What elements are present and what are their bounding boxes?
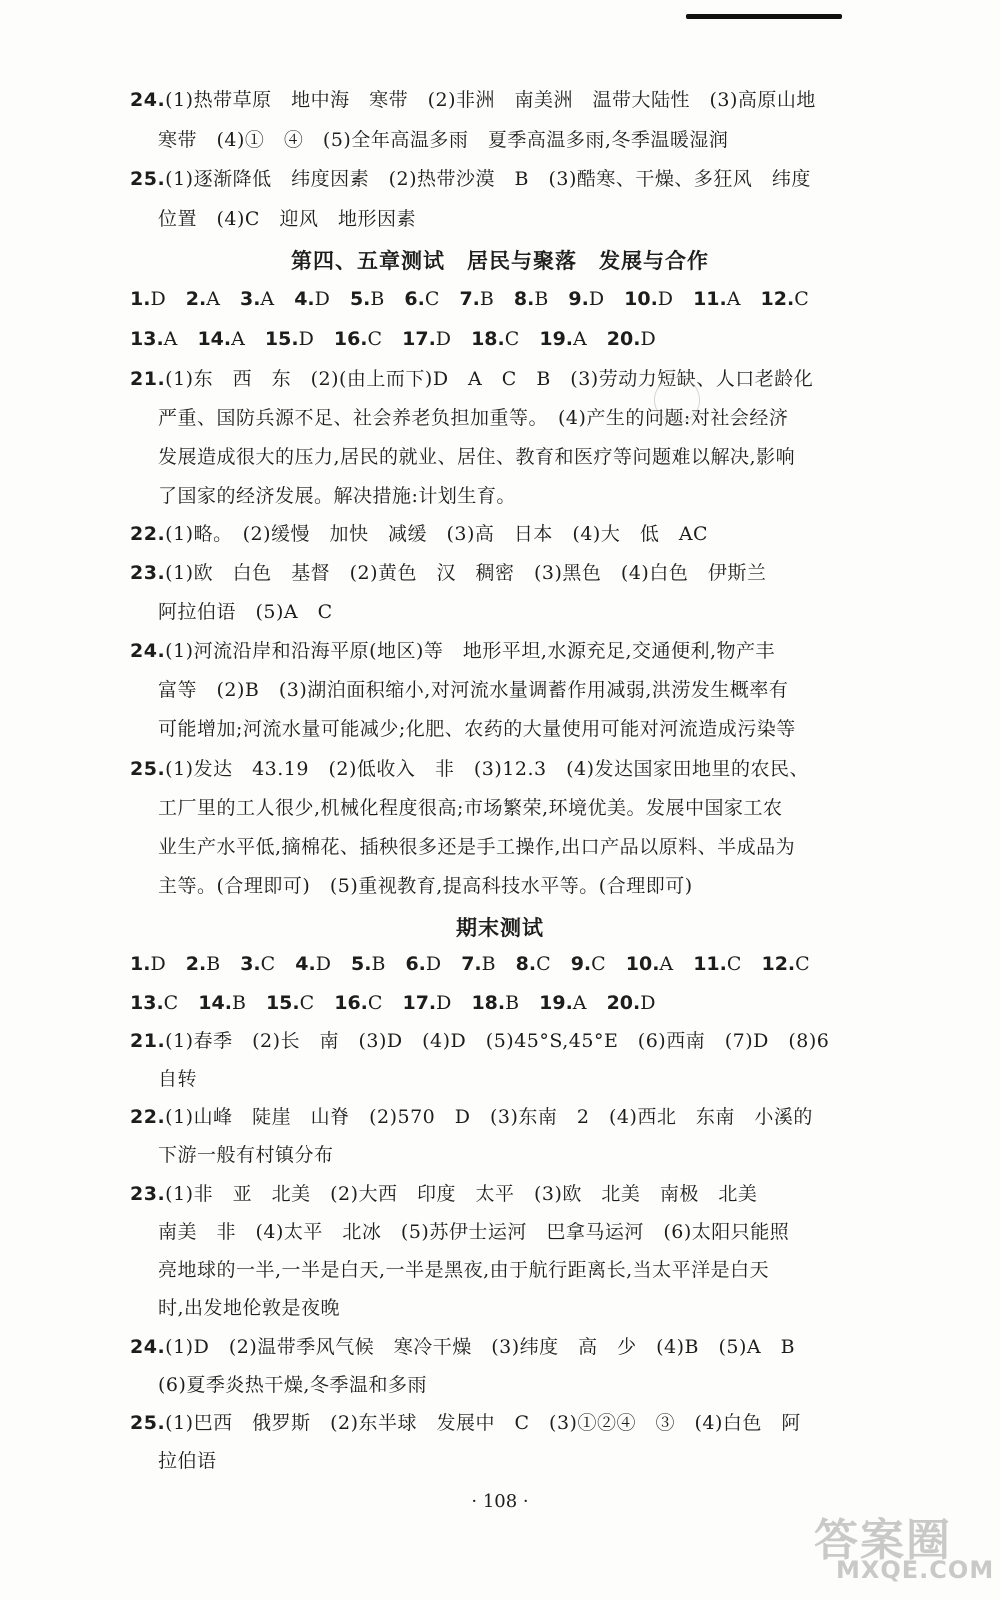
answer-line: 富等 (2)B (3)湖泊面积缩小,对河流水量调蓄作用减弱,洪涝发生概率有 <box>158 679 789 701</box>
mc-answer: 16.C <box>333 328 383 350</box>
mc-answer: 6.D <box>405 953 442 975</box>
mc-answer: 12.C <box>761 953 810 975</box>
mc-answer: 8.B <box>513 288 549 310</box>
mc-answer: 19.A <box>539 328 587 350</box>
answer-line: 25.(1)巴西 俄罗斯 (2)东半球 发展中 C (3)①②④ ③ (4)白色 阿 <box>130 1412 801 1434</box>
mc-answer: 3.C <box>240 953 276 975</box>
answer-line: 可能增加;河流水量可能减少;化肥、农药的大量使用可能对河流造成污染等 <box>158 718 796 740</box>
answer-line: 22.(1)山峰 陡崖 山脊 (2)570 D (3)东南 2 (4)西北 东南 小溪的 <box>130 1106 813 1128</box>
watermark-text: 答案圈 <box>814 1515 952 1566</box>
mc-answers-row <box>130 990 669 1016</box>
mc-answer: 17.D <box>402 992 452 1014</box>
answer-line: 拉伯语 <box>158 1450 217 1472</box>
mc-answer: 13.C <box>130 992 179 1014</box>
answer-line: 时,出发地伦敦是夜晚 <box>158 1297 341 1319</box>
mc-answers-row <box>130 286 823 312</box>
watermark-logo <box>808 1500 995 1590</box>
mc-answer: 8.C <box>515 953 551 975</box>
mc-answer: 1.D <box>130 288 166 310</box>
mc-answer: 20.D <box>606 328 656 350</box>
answer-line: 23.(1)欧 白色 基督 (2)黄色 汉 稠密 (3)黑色 (4)白色 伊斯兰 <box>130 562 767 584</box>
answer-line: 24.(1)热带草原 地中海 寒带 (2)非洲 南美洲 温带大陆性 (3)高原山地 <box>130 89 816 111</box>
mc-answer: 9.D <box>568 288 605 310</box>
answer-line: 21.(1)东 西 东 (2)(由上而下)D A C B (3)劳动力短缺、人口老龄化 <box>130 368 814 390</box>
mc-answer: 11.A <box>693 288 741 310</box>
mc-answer: 20.D <box>606 992 656 1014</box>
mc-answer: 11.C <box>693 953 742 975</box>
answer-line: 寒带 (4)① ④ (5)全年高温多雨 夏季高温多雨,冬季温暖湿润 <box>158 129 729 151</box>
answer-line: 下游一般有村镇分布 <box>158 1144 334 1166</box>
mc-answer: 6.C <box>404 288 440 310</box>
answer-line: 严重、国防兵源不足、社会养老负担加重等。 (4)产生的问题:对社会经济 <box>158 407 789 429</box>
answer-line: (6)夏季炎热干燥,冬季温和多雨 <box>158 1374 427 1396</box>
mc-answer: 1.D <box>130 953 166 975</box>
answer-line: 自转 <box>158 1068 198 1090</box>
answer-line: 发展造成很大的压力,居民的就业、居住、教育和医疗等问题难以解决,影响 <box>158 446 796 468</box>
answer-line: 25.(1)逐渐降低 纬度因素 (2)热带沙漠 B (3)酷寒、干燥、多狂风 纬度 <box>130 168 811 190</box>
mc-answer: 17.D <box>402 328 452 350</box>
mc-answer: 5.B <box>349 288 385 310</box>
answer-line: 南美 非 (4)太平 北冰 (5)苏伊士运河 巴拿马运河 (6)太阳只能照 <box>158 1221 790 1243</box>
mc-answer: 4.D <box>294 288 330 310</box>
answer-line: 亮地球的一半,一半是白天,一半是黑夜,由于航行距离长,当太平洋是白天 <box>158 1259 770 1281</box>
mc-answer: 18.C <box>471 328 520 350</box>
mc-answer: 15.D <box>264 328 314 350</box>
answer-line: 了国家的经济发展。解决措施:计划生育。 <box>158 485 516 507</box>
answer-line: 22.(1)略。 (2)缓慢 加快 减缓 (3)高 日本 (4)大 低 AC <box>130 523 709 545</box>
mc-answer: 16.C <box>334 992 383 1014</box>
mc-answer: 12.C <box>760 288 809 310</box>
mc-answer: 10.A <box>625 953 674 975</box>
answer-line: 工厂里的工人很少,机械化程度很高;市场繁荣,环境优美。发展中国家工农 <box>158 797 783 819</box>
section-title: 期末测试 <box>456 916 544 940</box>
mc-answer: 19.A <box>539 992 587 1014</box>
mc-answer: 9.C <box>570 953 606 975</box>
answer-line: 21.(1)春季 (2)长 南 (3)D (4)D (5)45°S,45°E (6)西南 (7)D (8)6 <box>130 1030 830 1052</box>
answer-line: 24.(1)河流沿岸和沿海平原(地区)等 地形平坦,水源充足,交通便利,物产丰 <box>130 640 776 662</box>
watermark-url: MXQE.COM <box>836 1556 995 1584</box>
mc-answer: 7.B <box>461 953 496 975</box>
mc-answer: 13.A <box>130 328 178 350</box>
answer-line: 主等。(合理即可) (5)重视教育,提高科技水平等。(合理即可) <box>158 875 693 897</box>
mc-answer: 15.C <box>265 992 315 1014</box>
answer-line: 24.(1)D (2)温带季风气候 寒冷干燥 (3)纬度 高 少 (4)B (5)A B <box>130 1336 796 1358</box>
answer-line: 阿拉伯语 (5)A C <box>158 601 333 623</box>
answer-line: 25.(1)发达 43.19 (2)低收入 非 (3)12.3 (4)发达国家田地里的农民、 <box>130 758 810 780</box>
mc-answer: 14.A <box>197 328 245 350</box>
mc-answers-row <box>130 951 824 977</box>
answer-line: 业生产水平低,摘棉花、插秧很多还是手工操作,出口产品以原料、半成品为 <box>158 836 796 858</box>
answer-line: 23.(1)非 亚 北美 (2)大西 印度 太平 (3)欧 北美 南极 北美 <box>130 1183 758 1205</box>
mc-answer: 2.A <box>185 288 220 310</box>
page-number: · 108 · <box>471 1491 529 1512</box>
mc-answer: 10.D <box>624 288 674 310</box>
mc-answer: 14.B <box>198 992 246 1014</box>
mc-answer: 4.D <box>295 953 331 975</box>
section-title: 第四、五章测试 居民与聚落 发展与合作 <box>291 249 709 273</box>
mc-answers-row <box>130 326 670 352</box>
mc-answer: 3.A <box>239 288 275 310</box>
answer-line: 位置 (4)C 迎风 地形因素 <box>158 208 416 230</box>
mc-answer: 7.B <box>459 288 494 310</box>
mc-answer: 18.B <box>471 992 520 1014</box>
mc-answer: 2.B <box>185 953 221 975</box>
mc-answer: 5.B <box>350 953 386 975</box>
top-rule <box>686 14 842 19</box>
